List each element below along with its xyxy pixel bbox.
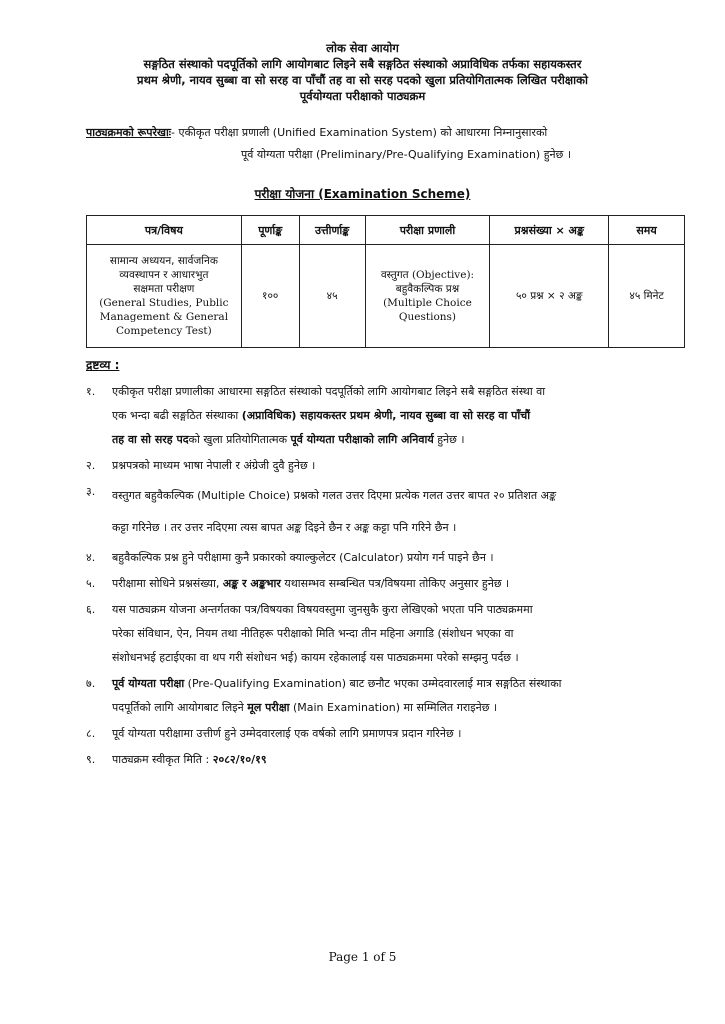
list-item [86, 572, 686, 596]
approval-date: २०८२/१०/१९ [212, 753, 267, 766]
note-text: एक भन्दा बढी सङ्गठित संस्थाका [112, 409, 242, 422]
system-line: बहुवैकल्पिक प्रश्न [395, 283, 460, 295]
list-item [86, 380, 686, 452]
notes-title: द्रष्टव्य : [86, 358, 120, 372]
note-text-bold: तह वा सो सरह पद [112, 433, 189, 446]
header-full-marks: पूर्णाङ्क [241, 216, 299, 245]
note-text: कट्टा गरिनेछ । तर उत्तर नदिएमा त्यस बापत अङ्क दिइने छैन र अङ्क कट्टा पनि गरिने छैन । [112, 521, 457, 534]
note-text: (Main Examination) मा सम्मिलित गराइनेछ । [289, 701, 498, 714]
list-item [86, 546, 686, 570]
subject-line: व्यवस्थापन र आधारभुत [119, 269, 209, 281]
note-number: १. [86, 385, 96, 398]
subject-line: (General Studies, Public [99, 297, 229, 309]
note-text-bold: पूर्व योग्यता परीक्षाको लागि अनिवार्य [290, 433, 434, 446]
cell-full-marks: १०० [241, 245, 299, 348]
system-line: (Multiple Choice [383, 297, 472, 309]
note-number: ९. [86, 753, 96, 766]
note-number: ३. [86, 485, 96, 498]
syllabus-outline [86, 122, 676, 166]
outline-text-1: - एकीकृत परीक्षा प्रणाली (Unified Examination System) को आधारमा निम्नानुसारको [171, 126, 548, 139]
note-number: २. [86, 459, 96, 472]
table-row [87, 245, 685, 348]
list-item [86, 598, 686, 670]
note-number: ६. [86, 603, 96, 616]
subject-line: Management & General [99, 311, 229, 323]
cell-questions-marks: ५० प्रश्न × २ अङ्क [490, 245, 609, 348]
list-item [86, 748, 686, 772]
cell-time: ४५ मिनेट [609, 245, 685, 348]
system-line: Questions) [398, 311, 457, 323]
note-text: प्रश्नपत्रको माध्यम भाषा नेपाली र अंग्रेजी दुवै हुनेछ । [112, 459, 316, 472]
note-text: पूर्व योग्यता परीक्षामा उत्तीर्ण हुने उम्मेदवारलाई एक वर्षको लागि प्रमाणपत्र प्रदान गरिनेछ । [112, 727, 462, 740]
note-text: हुनेछ । [433, 433, 465, 446]
list-item [86, 722, 686, 746]
cell-exam-system [365, 245, 490, 348]
header-time: समय [609, 216, 685, 245]
note-text: यस पाठ्यक्रम योजना अन्तर्गतका पत्र/विषयका विषयवस्तुमा जुनसुकै कुरा लेखिएको भएता पनि पाठ्यक्रममा [112, 603, 533, 616]
note-text-bold: मूल परीक्षा [247, 701, 290, 714]
note-text-bold: अङ्क र अङ्कभार [222, 577, 281, 590]
note-text: को खुला प्रतियोगितात्मक [188, 433, 291, 446]
note-text: पाठ्यक्रम स्वीकृत मिति : [112, 753, 213, 766]
examination-scheme-table [86, 215, 685, 348]
outline-label: पाठ्यक्रमको रूपरेखाः [86, 126, 172, 139]
header-exam-system: परीक्षा प्रणाली [365, 216, 490, 245]
note-text-bold: पूर्व योग्यता परीक्षा [112, 677, 185, 690]
system-line: वस्तुगत (Objective): [380, 269, 475, 281]
organization-name: लोक सेवा आयोग [326, 41, 399, 55]
note-number: ८. [86, 727, 96, 740]
subject-line: सामान्य अध्ययन, सार्वजनिक [109, 255, 218, 267]
note-text: परीक्षामा सोधिने प्रश्नसंख्या, [112, 577, 223, 590]
note-text-bold: (अप्राविधिक) सहायकस्तर प्रथम श्रेणी, नायव सुब्बा वा सो सरह वा पाँचौं [241, 409, 531, 422]
note-number: ४. [86, 551, 96, 564]
list-item [86, 454, 686, 478]
note-text: (Pre-Qualifying Examination) बाट छनौट भएका उम्मेदवारलाई मात्र सङ्गठित संस्थाका [184, 677, 562, 690]
note-text: संशोधनभई हटाईएका वा थप गरी संशोधन भई) कायम रहेकालाई यस पाठ्यक्रममा परेको सम्झनु पर्दछ । [112, 651, 519, 664]
subject-line: Competency Test) [116, 325, 212, 337]
note-text: एकीकृत परीक्षा प्रणालीका आधारमा सङ्गठित संस्थाको पदपूर्तिको लागि आयोगबाट लिइने सबै सङ्गठित संस्था वा [112, 385, 546, 398]
header-line-4: पूर्वयोग्यता परीक्षाको पाठ्यक्रम [299, 89, 426, 103]
list-item [86, 480, 686, 544]
header-questions-marks: प्रश्नसंख्या × अङ्क [490, 216, 609, 245]
note-number: ७. [86, 677, 96, 690]
list-item [86, 672, 686, 720]
table-header-row [87, 216, 685, 245]
note-text: वस्तुगत बहुवैकल्पिक (Multiple Choice) प्रश्नको गलत उत्तर दिएमा प्रत्येक गलत उत्तर बापत २० प्रतिशत अङ्क [112, 489, 557, 502]
note-text: पदपूर्तिको लागि आयोगबाट लिइने [112, 701, 248, 714]
cell-subject [87, 245, 242, 348]
document-header [60, 40, 665, 104]
header-subject: पत्र/विषय [87, 216, 242, 245]
header-pass-marks: उत्तीर्णाङ्क [299, 216, 365, 245]
notes-list [86, 380, 686, 774]
page-number: Page 1 of 5 [328, 950, 397, 964]
scheme-title: परीक्षा योजना (Examination Scheme) [254, 187, 471, 201]
header-line-2: सङ्गठित संस्थाको पदपूर्तिको लागि आयोगबाट लिइने सबै सङ्गठित संस्थाको अप्राविधिक तर्फका सहायकस्तर [143, 57, 582, 71]
note-text: बहुवैकल्पिक प्रश्न हुने परीक्षामा कुनै प्रकारको क्याल्कुलेटर (Calculator) प्रयोग गर्न पाइने छैन । [112, 551, 494, 564]
header-line-3: प्रथम श्रेणी, नायव सुब्बा वा सो सरह वा पाँचौं तह वा सो सरह पदको खुला प्रतियोगितात्मक लिखित परीक्षाको [137, 73, 588, 87]
note-text: यथासम्भव सम्बन्धित पत्र/विषयमा तोकिए अनुसार हुनेछ । [280, 577, 510, 590]
outline-text-2: पूर्व योग्यता परीक्षा (Preliminary/Pre-Qualifying Examination) हुनेछ । [241, 148, 572, 161]
note-text: परेका संविधान, ऐन, नियम तथा नीतिहरू परीक्षाको मिति भन्दा तीन महिना अगाडि (संशोधन भएका वा [112, 627, 514, 640]
note-number: ५. [86, 577, 96, 590]
subject-line: सक्षमता परीक्षण [133, 283, 195, 295]
cell-pass-marks: ४५ [299, 245, 365, 348]
